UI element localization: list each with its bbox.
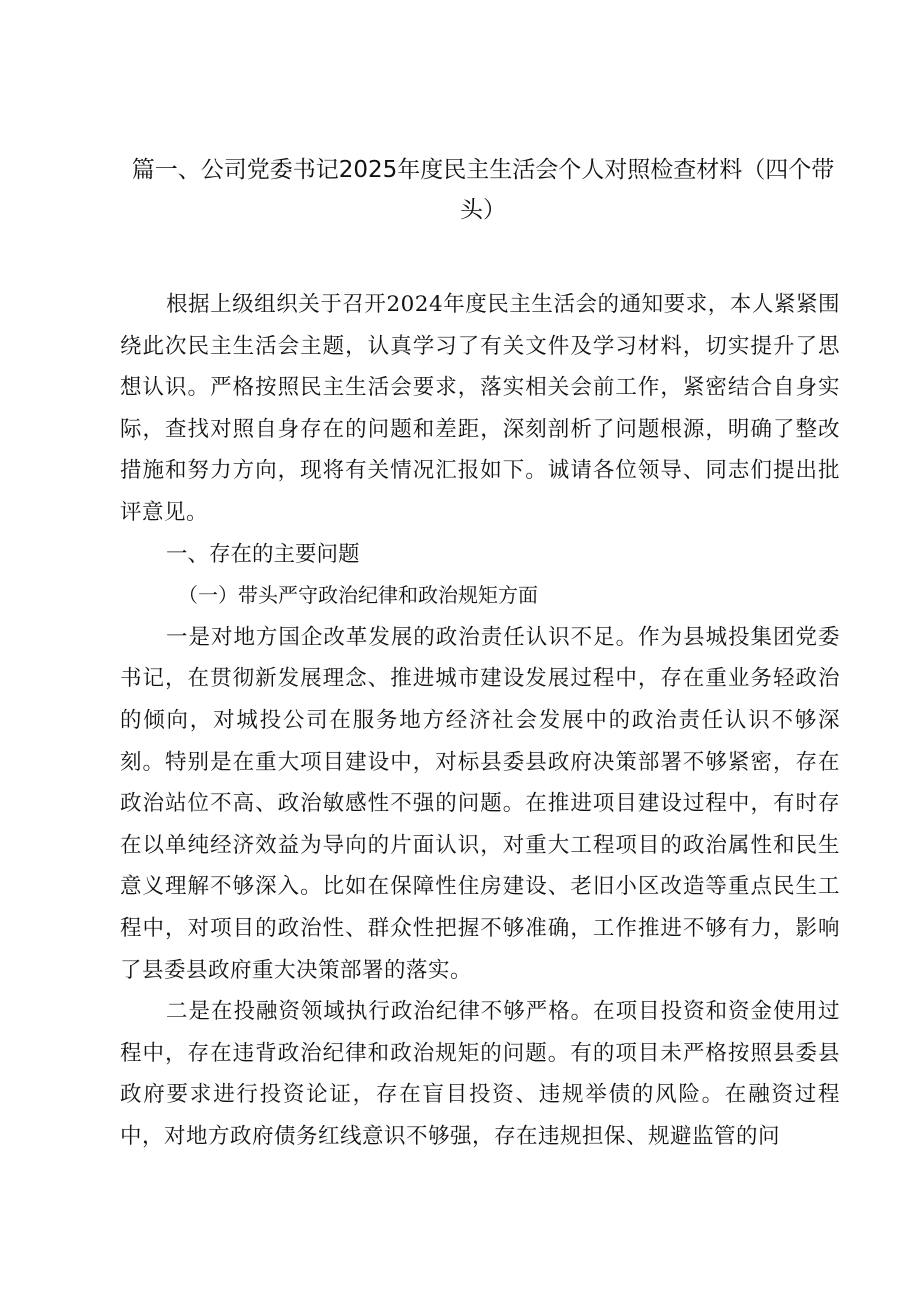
- document-body: [120, 284, 840, 1157]
- document-title: 篇一、公司党委书记2025年度民主生活会个人对照检查材料（四个带头）: [131, 157, 835, 223]
- body-paragraph-1: 一是对地方国企改革发展的政治责任认识不足。作为县城投集团党委书记，在贯彻新发展理念、推进城市建设发展过程中，存在重业务轻政治的倾向，对城投公司在服务地方经济社会发展中的政治责任认识不够深刻。特别是在重大项目建设中，对标县委县政府决策部署不够紧密，存在政治站位不高、政治敏感性不强的问题。在推进项目建设过程中，有时存在以单纯经济效益为导向的片面认识，对重大工程项目的政治属性和民生意义理解不够深入。比如在保障性住房建设、老旧小区改造等重点民生工程中，对项目的政治性、群众性把握不够准确，工作推进不够有力，影响了县委县政府重大决策部署的落实。: [120, 624, 840, 983]
- body-paragraph-2: 二是在投融资领域执行政治纪律不够严格。在项目投资和资金使用过程中，存在违背政治纪律和政治规矩的问题。有的项目未严格按照县委县政府要求进行投资论证，存在盲目投资、违规举债的风险。在融资过程中，对地方政府债务红线意识不够强，存在违规担保、规避监管的问: [120, 999, 840, 1149]
- subsection-heading: （一）带头严守政治纪律和政治规矩方面: [178, 583, 538, 608]
- section-heading: 一、存在的主要问题: [166, 541, 360, 567]
- intro-paragraph: 根据上级组织关于召开2024年度民主生活会的通知要求，本人紧紧围绕此次民主生活会主题，认真学习了有关文件及学习材料，切实提升了思想认识。严格按照民主生活会要求，落实相关会前工作，紧密结合自身实际，查找对照自身存在的问题和差距，深刻剖析了问题根源，明确了整改措施和努力方向，现将有关情况汇报如下。诚请各位领导、同志们提出批评意见。: [120, 292, 840, 525]
